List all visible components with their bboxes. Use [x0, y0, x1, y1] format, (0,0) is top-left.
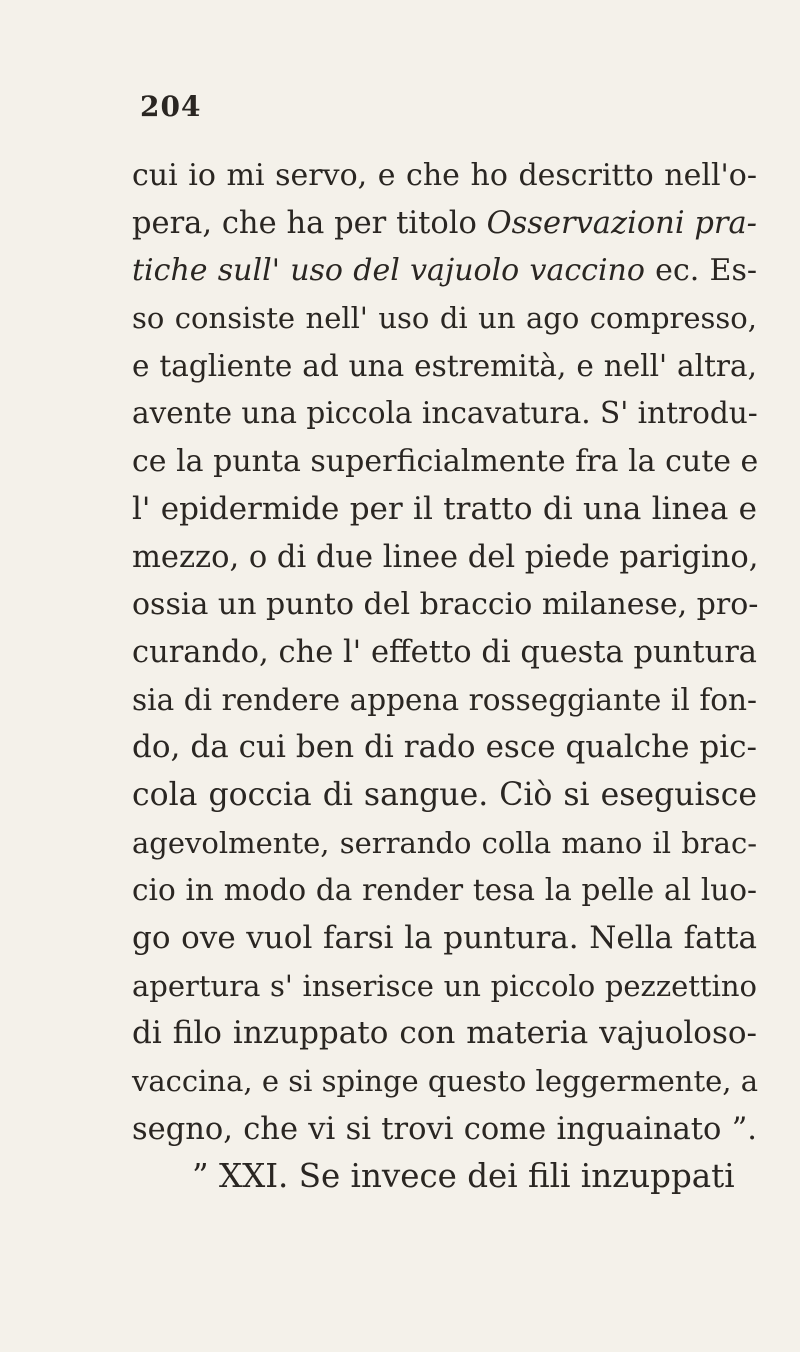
text-line: ce la punta superficialmente fra la cute e [132, 444, 759, 480]
text-line: pera, che ha per titolo Osservazioni pra- [132, 205, 757, 241]
page-body-text [132, 152, 757, 1201]
text-line: e tagliente ad una estremità, e nell' altra, [132, 348, 757, 383]
text-line: ” XXI. Se invece dei fili inzuppati [192, 1157, 735, 1196]
text-line: so consiste nell' uso di un ago compresso, [132, 301, 757, 336]
text-line: di filo inzuppato con materia vajuoloso- [132, 1015, 757, 1052]
text-line: do, da cui ben di rado esce qualche pic- [132, 729, 757, 766]
text-line: segno, che vi si trovi come inguainato ”. [132, 1111, 757, 1147]
text-line: tiche sull' uso del vajuolo vaccino ec. Es- [132, 253, 757, 289]
text-line: cola goccia di sangue. Ciò si eseguisce [132, 776, 757, 813]
text-line: cui io mi servo, e che ho descritto nell'o- [132, 158, 757, 193]
text-line: apertura s' inserisce un piccolo pezzettino [132, 968, 757, 1003]
text-line: go ove vuol farsi la puntura. Nella fatta [132, 920, 757, 956]
text-line: cio in modo da render tesa la pelle al luo- [132, 873, 757, 908]
text-line: ossia un punto del braccio milanese, pro- [132, 587, 759, 623]
text-line: curando, che l' effetto di questa puntura [132, 634, 757, 670]
title-italic-text: Osservazioni pra- [486, 205, 757, 241]
text-line: sia di rendere appena rosseggiante il fon- [132, 682, 757, 717]
text-line: vaccina, e si spinge questo leggermente, a [132, 1064, 759, 1099]
text-line: l' epidermide per il tratto di una linea e [132, 490, 757, 527]
text-line: avente una piccola incavatura. S' introdu- [132, 396, 758, 431]
text-line: agevolmente, serrando colla mano il brac- [132, 825, 757, 860]
title-italic-text: tiche sull' uso del vajuolo vaccino [132, 253, 645, 289]
page-number: 204 [140, 90, 202, 123]
text-line: mezzo, o di due linee del piede parigino, [132, 539, 759, 575]
